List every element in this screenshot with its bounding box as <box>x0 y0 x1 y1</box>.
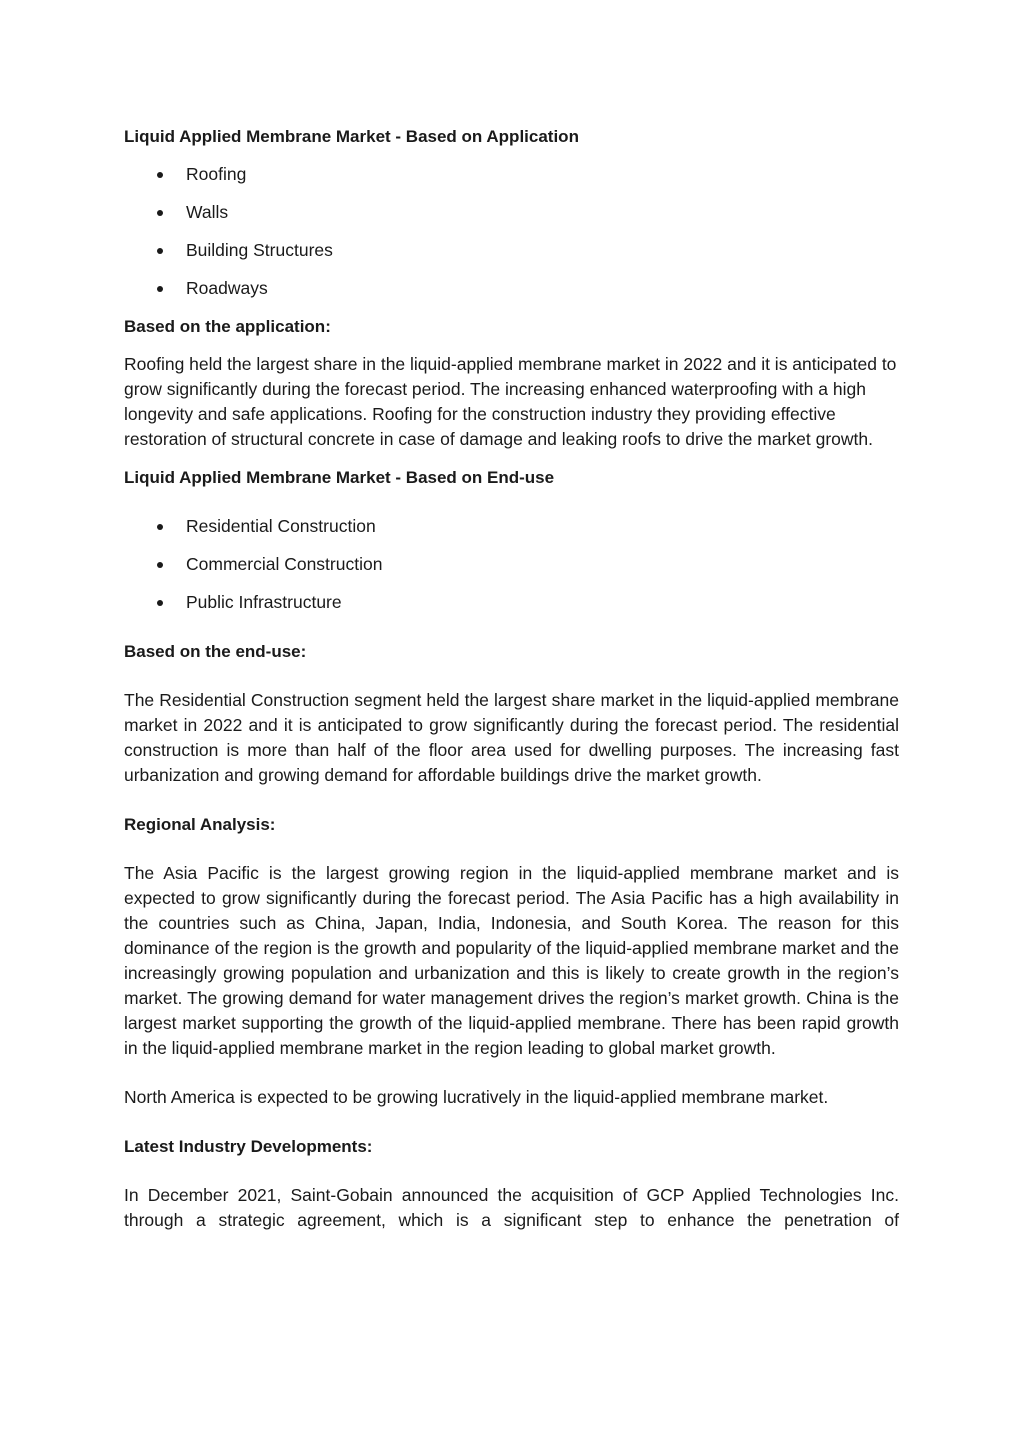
list-item: Roofing <box>124 162 899 187</box>
enduse-subheading: Based on the end-use: <box>124 642 307 661</box>
regional-heading: Regional Analysis: <box>124 815 276 834</box>
application-heading: Liquid Applied Membrane Market - Based on Application <box>124 127 579 146</box>
bullet-icon <box>157 172 163 178</box>
application-list <box>124 162 899 301</box>
list-item: Residential Construction <box>124 514 899 539</box>
list-item: Public Infrastructure <box>124 590 899 615</box>
regional-paragraph: The Asia Pacific is the largest growing region in the liquid-applied membrane market and is expected to grow significantly during the forecast period. The Asia Pacific has a high availability in the countries such as China, Japan, India, Indonesia, and South Korea. The reason for this dominance of the region is the growth and popularity of the liquid-applied membrane market and the increasingly growing population and urbanization and this is likely to create growth in the region’s market. The growing demand for water management drives the region’s market growth. China is the largest market supporting the growth of the liquid-applied membrane. There has been rapid growth in the liquid-applied membrane market in the region leading to global market growth. <box>124 863 899 1058</box>
list-item: Walls <box>124 200 899 225</box>
bullet-icon <box>157 210 163 216</box>
bullet-icon <box>157 524 163 530</box>
regional-paragraph-2: North America is expected to be growing lucratively in the liquid-applied membrane market. <box>124 1087 829 1107</box>
bullet-icon <box>157 562 163 568</box>
bullet-icon <box>157 286 163 292</box>
enduse-list <box>124 514 899 615</box>
application-subheading: Based on the application: <box>124 317 331 336</box>
list-item: Building Structures <box>124 238 899 263</box>
list-item: Roadways <box>124 276 899 301</box>
bullet-icon <box>157 600 163 606</box>
developments-heading: Latest Industry Developments: <box>124 1137 373 1156</box>
application-paragraph: Roofing held the largest share in the liquid-applied membrane market in 2022 and it is anticipated to grow significantly during the forecast period. The increasing enhanced waterproofing with a high longevity and safe applications. Roofing for the construction industry they providing effective restoration of structural concrete in case of damage and leaking roofs to drive the market growth. <box>124 354 897 449</box>
list-item: Commercial Construction <box>124 552 899 577</box>
enduse-heading: Liquid Applied Membrane Market - Based on End-use <box>124 468 555 487</box>
enduse-paragraph: The Residential Construction segment held the largest share market in the liquid-applied membrane market in 2022 and it is anticipated to grow significantly during the forecast period. The residential construction is more than half of the floor area used for dwelling purposes. The increasing fast urbanization and growing demand for affordable buildings drive the market growth. <box>124 690 899 785</box>
developments-paragraph: In December 2021, Saint-Gobain announced the acquisition of GCP Applied Technologies Inc. through a strategic agreement, which is a significant step to enhance the penetration of <box>124 1185 899 1230</box>
bullet-icon <box>157 248 163 254</box>
